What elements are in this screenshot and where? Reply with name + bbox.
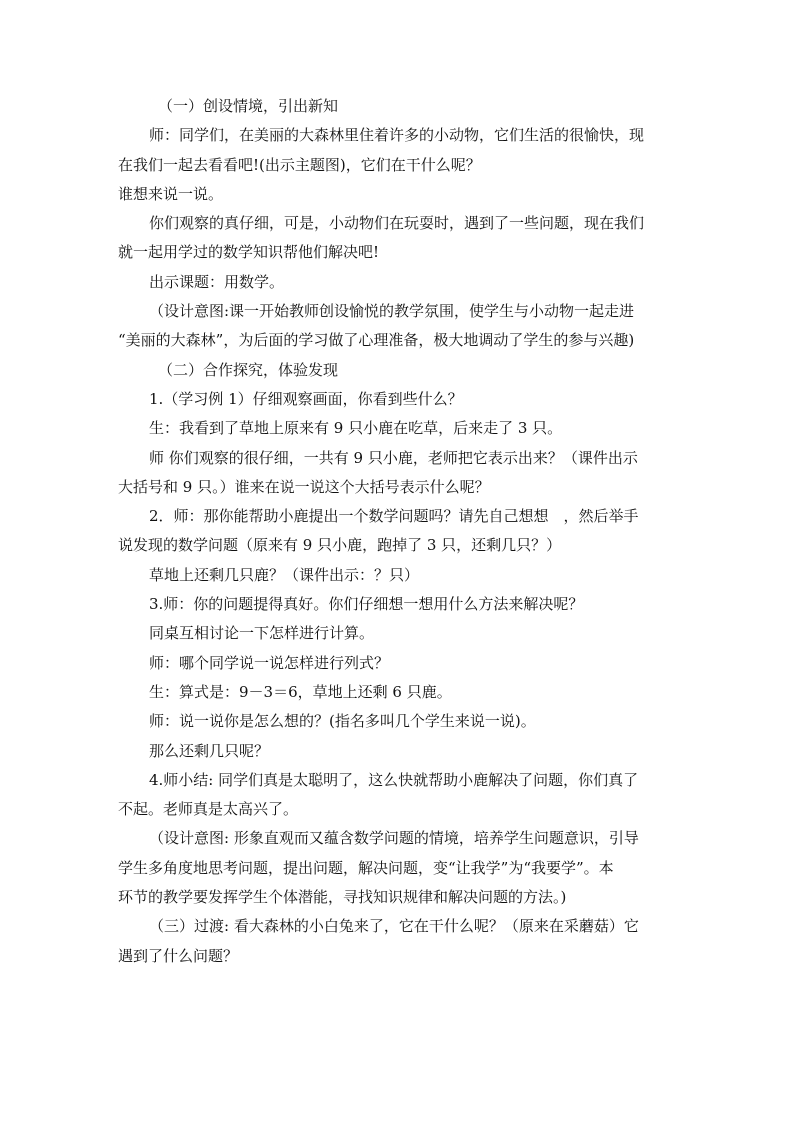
text-line: 那么还剩几只呢？ [149, 741, 270, 760]
text-line: 学生多角度地思考问题，提出问题，解决问题，变“让我学”为“我要学”。本 [118, 858, 614, 877]
text-line: 1.（学习例 1）仔细观察画面，你看到些什么？ [149, 389, 463, 408]
text-line: （三）过渡: 看大森林的小白兔来了，它在干什么呢？（原来在采蘑菇）它 [149, 917, 639, 936]
text-line: （设计意图: 形象直观而又蕴含数学问题的情境，培养学生问题意识，引导 [149, 829, 639, 848]
text-line: 环节的教学要发挥学生个体潜能，寻找知识规律和解决问题的方法。) [118, 888, 567, 907]
document-body [118, 92, 678, 971]
text-line: “美丽的大森林”，为后面的学习做了心理准备，极大地调动了学生的参与兴趣) [118, 331, 635, 350]
text-line: 草地上还剩几只鹿？（课件出示：？只） [149, 565, 420, 584]
text-line: 就一起用学过的数学知识帮他们解决吧! [118, 243, 380, 262]
text-line: 3.师：你的问题提得真好。你们仔细想一想用什么方法来解决呢？ [149, 595, 584, 614]
text-line: 你们观察的真仔细，可是，小动物们在玩耍时，遇到了一些问题，现在我们 [149, 214, 645, 233]
text-line: 说发现的数学问题（原来有 9 只小鹿，跑掉了 3 只，还剩几只？） [118, 536, 562, 555]
text-line: 遇到了什么问题？ [118, 946, 239, 965]
text-line: 4.师小结: 同学们真是太聪明了，这么快就帮助小鹿解决了问题，你们真了 [149, 770, 639, 789]
text-line: 在我们一起去看看吧!(出示主题图)，它们在干什么呢？ [118, 155, 481, 174]
text-line: 生：算式是：9－3＝6，草地上还剩 6 只鹿。 [149, 682, 452, 701]
text-line: 师：说一说你是怎么想的？(指名多叫几个学生来说一说)。 [149, 712, 536, 731]
text-line: （设计意图:课一开始教师创设愉悦的教学氛围，使学生与小动物一起走进 [149, 302, 635, 321]
text-line: 出示课题：用数学。 [149, 272, 285, 291]
text-line: 生：我看到了草地上原来有 9 只小鹿在吃草，后来走了 3 只。 [149, 419, 563, 438]
text-line: 谁想来说一说。 [118, 184, 224, 203]
text-line: 不起。老师真是太高兴了。 [118, 800, 299, 819]
text-line: 同桌互相讨论一下怎样进行计算。 [149, 624, 375, 643]
text-line: 师：同学们，在美丽的大森林里住着许多的小动物，它们生活的很愉快，现 [149, 126, 645, 145]
text-line: （二）合作探究，体验发现 [158, 360, 339, 379]
text-line: 师 你们观察的很仔细，一共有 9 只小鹿，老师把它表示出来？（课件出示 [149, 448, 638, 467]
text-line: 大括号和 9 只。）谁来在说一说这个大括号表示什么呢？ [118, 477, 490, 496]
text-line: 2．师：那你能帮助小鹿提出一个数学问题吗？请先自己想想 ，然后举手 [149, 507, 639, 526]
text-line: 师：哪个同学说一说怎样进行列式？ [149, 653, 390, 672]
text-line: （一）创设情境，引出新知 [158, 97, 339, 115]
